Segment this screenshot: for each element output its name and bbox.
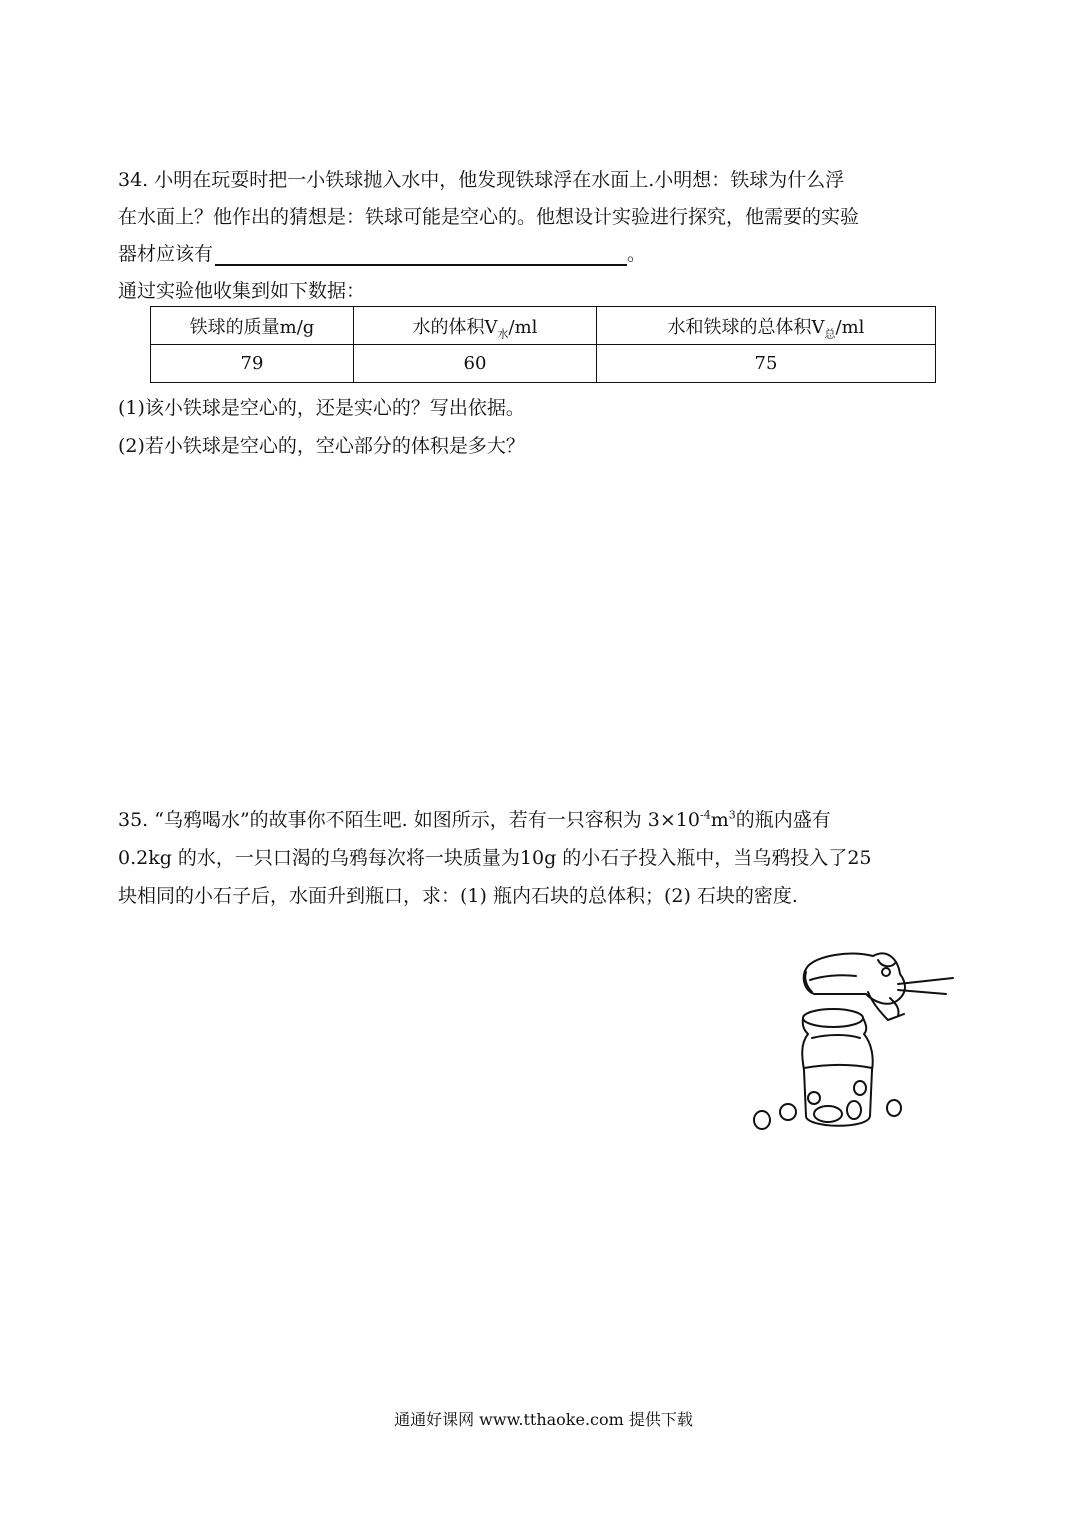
q35-exp2: 3 xyxy=(728,808,736,822)
table-header-row xyxy=(151,307,936,345)
footer-credit: 通通好课网 www.tthaoke.com 提供下载 xyxy=(394,1410,693,1429)
table-row xyxy=(151,345,936,383)
header-water-volume-sub: 水 xyxy=(497,327,509,341)
stone-icon xyxy=(754,1111,770,1129)
q35-line-1-c: 的瓶内盛有 xyxy=(735,809,831,831)
cell-total-volume: 75 xyxy=(597,345,936,383)
q34-intro: 通过实验他收集到如下数据： xyxy=(118,280,366,302)
q34-line-1: 34. 小明在玩耍时把一小铁球抛入水中，他发现铁球浮在水面上.小明想：铁球为什么浮 xyxy=(118,169,845,191)
data-table xyxy=(150,306,936,383)
q35-line-1 xyxy=(118,808,831,832)
crow-bottle-illustration xyxy=(748,938,968,1138)
q35-line-1-a: 35. “乌鸦喝水”的故事你不陌生吧. 如图所示，若有一只容积为 3×10 xyxy=(118,809,700,831)
header-total-volume-text: 水和铁球的总体积V xyxy=(667,316,825,338)
q34-line-2: 在水面上？他作出的猜想是：铁球可能是空心的。他想设计实验进行探究，他需要的实验 xyxy=(118,206,860,228)
bottle-icon xyxy=(803,1009,863,1027)
q34-sub-1: (1)该小铁球是空心的，还是实心的？写出依据。 xyxy=(118,397,525,419)
header-total-volume xyxy=(597,307,936,345)
header-water-volume-unit: /ml xyxy=(508,316,538,338)
crow-icon xyxy=(804,953,905,1003)
q35-line-3: 块相同的小石子后，水面升到瓶口，求：(1) 瓶内石块的总体积；(2) 石块的密度. xyxy=(118,885,798,907)
header-water-volume-text: 水的体积V xyxy=(412,316,498,338)
q35-exp: -4 xyxy=(700,808,711,822)
q34-line-3-suffix: 。 xyxy=(627,243,647,265)
answer-blank[interactable] xyxy=(215,244,627,266)
q35-line-2: 0.2kg 的水，一只口渴的乌鸦每次将一块质量为10g 的小石子投入瓶中，当乌鸦投入了25 xyxy=(118,847,872,869)
cell-mass: 79 xyxy=(151,345,354,383)
q34-line-3-prefix: 器材应该有 xyxy=(118,243,214,265)
header-total-volume-unit: /ml xyxy=(835,316,865,338)
q35-unit: m xyxy=(710,809,729,831)
cell-water-volume: 60 xyxy=(354,345,597,383)
header-total-volume-sub: 总 xyxy=(824,327,836,341)
header-water-volume xyxy=(354,307,597,345)
header-mass: 铁球的质量m/g xyxy=(151,307,354,345)
q34-sub-2: (2)若小铁球是空心的，空心部分的体积是多大？ xyxy=(118,435,525,457)
q34-line-3 xyxy=(118,242,646,266)
